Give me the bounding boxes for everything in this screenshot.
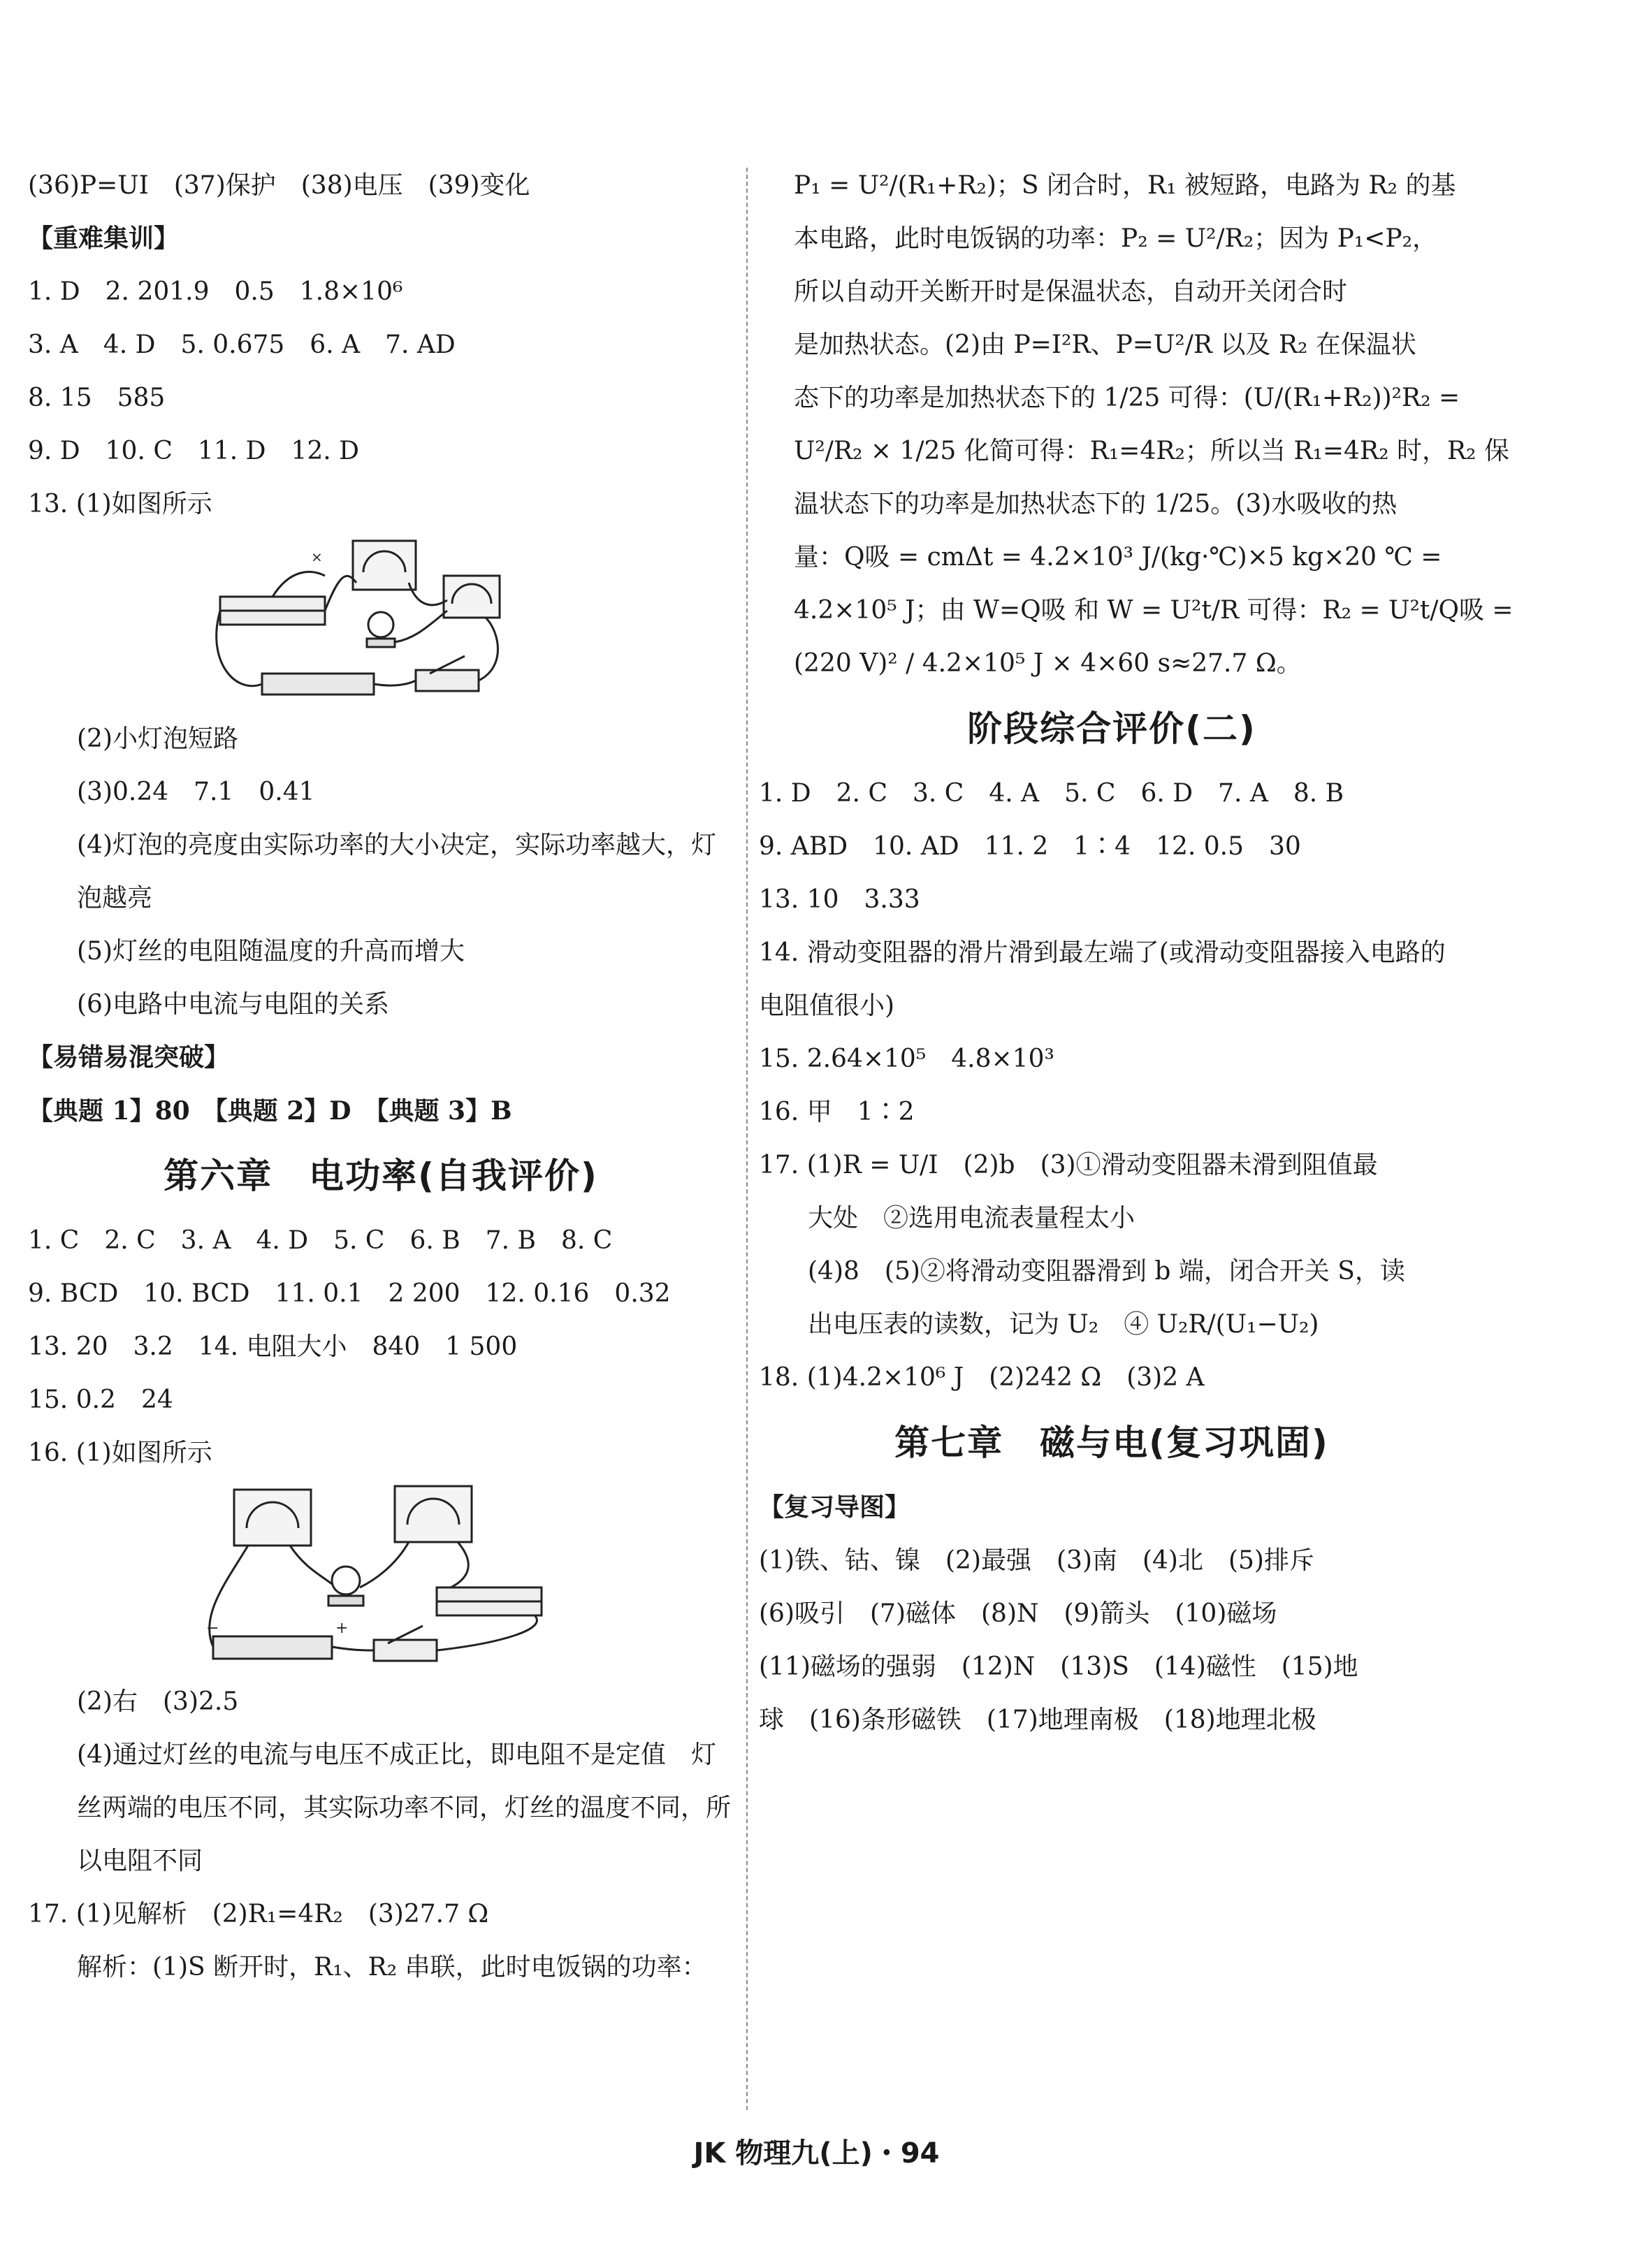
solution-line: 4.2×10⁵ J；由 W=Q吸 和 W = U²t/R 可得：R₂ = U²t/Q吸 = <box>794 596 1514 625</box>
circuit-diagram-1 <box>206 534 556 708</box>
solution-line: 是加热状态。(2)由 P=I²R、P=U²/R 以及 R₂ 在保温状 <box>794 330 1416 359</box>
answer-line: 8. 15 585 <box>28 384 166 412</box>
solution-line: (220 V)² / 4.2×10⁵ J × 4×60 s≈27.7 Ω。 <box>794 649 1302 678</box>
answer-line: 13. (1)如图所示 <box>28 490 212 518</box>
answer-line: 1. D 2. C 3. C 4. A 5. C 6. D 7. A 8. B <box>759 779 1344 808</box>
answer-line: (4)8 (5)②将滑动变阻器滑到 b 端，闭合开关 S，读 <box>808 1257 1405 1286</box>
solution-line: U²/R₂ × 1/25 化简可得：R₁=4R₂；所以当 R₁=4R₂ 时，R₂ 保 <box>794 437 1509 465</box>
circuit-diagram-2 <box>185 1483 576 1671</box>
answer-line: 13. 10 3.33 <box>759 885 920 914</box>
answer-line: 3. A 4. D 5. 0.675 6. A 7. AD <box>28 330 456 359</box>
answer-line: (2)右 (3)2.5 <box>77 1687 239 1716</box>
section-heading: 【易错易混突破】 <box>28 1043 230 1072</box>
answer-line: 1. D 2. 201.9 0.5 1.8×10⁶ <box>28 277 403 306</box>
answer-line: 大处 ②选用电流表量程太小 <box>808 1204 1135 1233</box>
section-heading: 【复习导图】 <box>759 1493 910 1522</box>
answer-line: (3)0.24 7.1 0.41 <box>77 778 315 806</box>
svg-text:+: + <box>335 1620 349 1637</box>
solution-line: 所以自动开关断开时是保温状态，自动开关闭合时 <box>794 277 1348 306</box>
answer-line: (4)灯泡的亮度由实际功率的大小决定，实际功率越大，灯泡越亮 <box>77 831 716 913</box>
chapter-title: 第七章 磁与电(复习巩固) <box>894 1423 1329 1463</box>
section-heading: 【重难集训】 <box>28 224 180 253</box>
solution-line: 温状态下的功率是加热状态下的 1/25。(3)水吸收的热 <box>794 490 1398 518</box>
answer-line: 17. (1)R = U/I (2)b (3)①滑动变阻器未滑到阻值最 <box>759 1151 1378 1179</box>
answer-line: (1)铁、钴、镍 (2)最强 (3)南 (4)北 (5)排斥 <box>759 1546 1314 1575</box>
answer-line: 18. (1)4.2×10⁶ J (2)242 Ω (3)2 A <box>759 1363 1205 1392</box>
answer-line: 9. BCD 10. BCD 11. 0.1 2 200 12. 0.16 0.32 <box>28 1279 671 1308</box>
answer-line: 球 (16)条形磁铁 (17)地理南极 (18)地理北极 <box>759 1706 1316 1734</box>
answer-line: 17. (1)见解析 (2)R₁=4R₂ (3)27.7 Ω <box>28 1900 489 1928</box>
answer-line: (5)灯丝的电阻随温度的升高而增大 <box>77 937 465 966</box>
answer-line: 16. (1)如图所示 <box>28 1439 212 1467</box>
answer-line: 解析：(1)S 断开时，R₁、R₂ 串联，此时电饭锅的功率： <box>77 1953 707 1982</box>
solution-line: 态下的功率是加热状态下的 1/25 可得：(U/(R₁+R₂))²R₂ = <box>794 384 1460 412</box>
answer-line: 9. ABD 10. AD 11. 2 1∶4 12. 0.5 30 <box>759 832 1301 861</box>
page-footer: JK 物理九(上)・94 <box>693 2137 940 2169</box>
answer-line: 15. 0.2 24 <box>28 1386 173 1414</box>
svg-text:−: − <box>206 1620 219 1637</box>
answer-line: (2)小灯泡短路 <box>77 725 238 753</box>
chapter-title: 第六章 电功率(自我评价) <box>164 1156 598 1196</box>
answer-line: 16. 甲 1∶2 <box>759 1098 915 1126</box>
answer-line: (4)通过灯丝的电流与电压不成正比，即电阻不是定值 灯丝两端的电压不同，其实际功率不同，灯丝的温度不同，所以电阻不同 <box>77 1740 732 1875</box>
answer-line: (6)吸引 (7)磁体 (8)N (9)箭头 (10)磁场 <box>759 1599 1277 1628</box>
answer-line: (36)P=UI (37)保护 (38)电压 (39)变化 <box>28 171 530 200</box>
svg-text:×: × <box>311 548 323 565</box>
answer-line: 【典题 1】80 【典题 2】D 【典题 3】B <box>28 1096 512 1126</box>
left-column <box>28 159 734 1994</box>
answer-line: 1. C 2. C 3. A 4. D 5. C 6. B 7. B 8. C <box>28 1226 613 1255</box>
answer-line: 14. 滑动变阻器的滑片滑到最左端了(或滑动变阻器接入电路的电阻值很小) <box>759 938 1446 1020</box>
answer-line: 9. D 10. C 11. D 12. D <box>28 437 360 465</box>
answer-line: 出电压表的读数，记为 U₂ ④ U₂R/(U₁−U₂) <box>808 1310 1319 1339</box>
column-divider <box>746 168 748 2110</box>
answer-line: 15. 2.64×10⁵ 4.8×10³ <box>759 1045 1054 1073</box>
stage-title: 阶段综合评价(二) <box>967 708 1256 749</box>
solution-line: 本电路，此时电饭锅的功率：P₂ = U²/R₂；因为 P₁<P₂， <box>794 224 1438 253</box>
answer-line: 13. 20 3.2 14. 电阻大小 840 1 500 <box>28 1332 518 1361</box>
solution-line: 量：Q吸 = cmΔt = 4.2×10³ J/(kg·℃)×5 kg×20 ℃ = <box>794 543 1442 572</box>
answer-line: (11)磁场的强弱 (12)N (13)S (14)磁性 (15)地 <box>759 1652 1358 1681</box>
right-column <box>759 159 1514 1747</box>
solution-line: P₁ = U²/(R₁+R₂)；S 闭合时，R₁ 被短路，电路为 R₂ 的基 <box>794 171 1456 200</box>
answer-line: (6)电路中电流与电阻的关系 <box>77 990 389 1019</box>
